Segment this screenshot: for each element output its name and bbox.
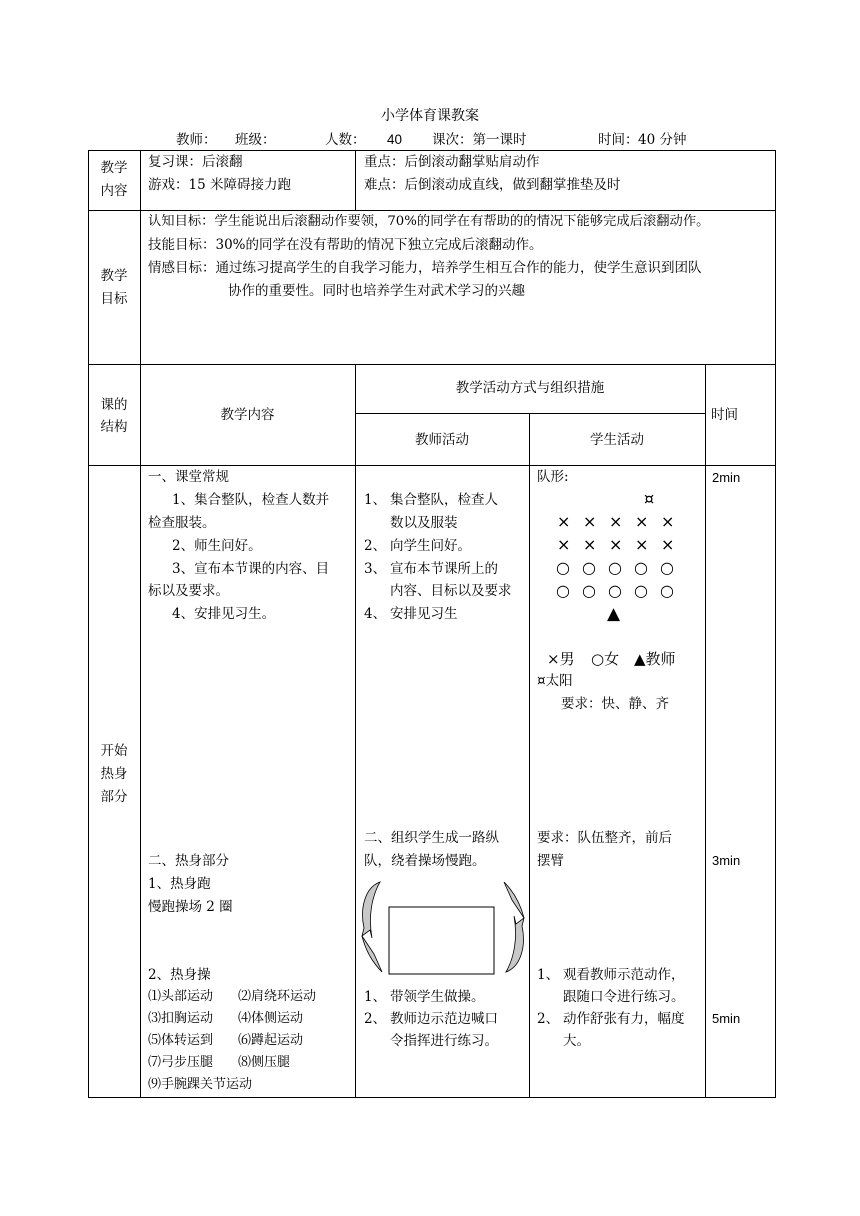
teacher-step-4: 安排见习生 [390,606,458,622]
exercise-item: ⑴头部运动 [148,989,214,1004]
student-activity-header: 学生活动 [590,432,644,448]
teacher-step-number: 2、 [364,538,387,554]
time-value-3: 5min [712,1011,741,1026]
male-icon: × [557,535,571,554]
teacher-step-1-cont: 数以及服装 [390,515,458,531]
exercise-item: ⑵肩绕环运动 [238,989,317,1004]
legend-teacher: ▲教师 [634,650,676,668]
exercise-item: ⑸体转运到 [148,1033,214,1048]
teacher-step-3: 宣布本节课所上的 [390,561,498,577]
rule [529,413,530,1098]
section-label-2: 热身 [100,766,128,782]
teacher-demonstrate-cont: 令指挥进行练习。 [390,1033,498,1049]
exercise-item: ⑻侧压腿 [238,1055,291,1070]
page-title: 小学体育课教案 [381,108,479,124]
review-item: 复习课：后滚翻 [148,154,243,170]
left-curve-arrow-top [362,882,380,938]
teacher-demonstrate: 教师边示范边喊口 [390,1011,498,1027]
male-icon: × [609,535,623,554]
warmup-exercise-title: 2、热身操 [148,967,211,983]
teacher-step-number: 1、 [364,989,387,1005]
male-icon: × [583,512,597,531]
female-icon: ○ [660,558,674,577]
run-requirement: 要求：队伍整齐，前后 [537,830,672,846]
count-value: 40 [387,132,403,147]
female-icon: ○ [608,581,622,600]
female-icon: ○ [582,558,596,577]
teacher-step-2: 向学生问好。 [390,538,471,554]
time-label: 时间： [598,132,639,148]
female-icon: ○ [634,558,648,577]
routine-item-3: 3、宣布本节课的内容、目 [172,561,330,577]
male-icon: × [557,512,571,531]
sun-icon: ¤ [644,489,655,508]
rule [775,150,776,1098]
difficulty: 难点：后倒滚动成直线，做到翻掌推垫及时 [364,177,621,193]
exercise-item: ⑼手腕踝关节运动 [148,1077,253,1092]
content-row-label-2: 内容 [100,183,128,199]
right-curve-arrow-bottom [506,916,524,972]
track-rectangle [389,907,494,974]
game-item: 游戏：15 米障碍接力跑 [148,177,291,193]
formation-label: 队形: [537,469,569,485]
male-icon: × [583,535,597,554]
class-label: 班级： [235,132,276,148]
female-icon: ○ [634,581,648,600]
exercise-item: ⑹蹲起运动 [238,1033,304,1048]
routine-title: 一、课堂常规 [148,469,229,485]
warmup-title: 二、热身部分 [148,853,229,869]
rule [88,1097,775,1098]
teacher-step-3-cont: 内容、目标以及要求 [390,583,512,599]
teacher-step-number: 1、 [364,492,387,508]
male-icon: × [609,512,623,531]
content-header: 教学内容 [220,407,275,423]
rule [140,150,141,1098]
teacher-icon: ▲ [607,604,621,624]
goals-row-label-2: 目标 [100,291,128,307]
female-icon: ○ [556,581,570,600]
run-requirement-cont: 摆臂 [537,853,564,869]
student-step-2-cont: 大。 [563,1033,590,1049]
student-step-number: 2、 [537,1011,560,1027]
routine-item-1-cont: 检查服装。 [148,515,216,531]
legend-male: ×男 [547,650,575,668]
rule [355,364,356,1098]
routine-item-4: 4、安排见习生。 [172,606,276,622]
structure-header-2: 结构 [100,419,128,435]
teacher-step-1: 集合整队，检查人 [390,492,498,508]
key-point: 重点：后倒滚动翻掌贴肩动作 [364,154,540,170]
rule [355,413,705,414]
teacher-organize: 二、组织学生成一路纵 [364,830,499,846]
routine-item-3-cont: 标以及要求。 [148,583,229,599]
affective-goal-line-2: 协作的重要性。同时也培养学生对武术学习的兴趣 [228,283,525,299]
exercise-item: ⑷体侧运动 [238,1011,304,1026]
male-icon: × [661,512,675,531]
student-step-2: 动作舒张有力，幅度 [563,1011,685,1027]
section-label-3: 部分 [100,789,128,805]
female-icon: ○ [556,558,570,577]
routine-item-1: 1、集合整队，检查人数并 [172,492,330,508]
section-label-1: 开始 [100,743,128,759]
legend-sun: ¤太阳 [537,673,573,689]
right-curve-arrow-top [504,882,524,918]
female-icon: ○ [582,581,596,600]
time-value: 40 分钟 [638,132,687,148]
teacher-activity-header: 教师活动 [415,432,469,448]
track-diagram [358,880,528,976]
male-icon: × [635,512,649,531]
formation-requirement: 要求：快、静、齐 [561,696,669,712]
male-icon: × [661,535,675,554]
exercise-item: ⑺弓步压腿 [148,1055,214,1070]
warmup-run-desc: 慢跑操场 2 圈 [148,899,233,915]
teacher-step-number: 2、 [364,1011,387,1027]
time-value-1: 2min [712,470,741,485]
count-label: 人数： [325,132,366,148]
student-step-number: 1、 [537,967,560,983]
rule [705,364,706,1098]
lesson-label: 课次：第一课时 [432,132,527,148]
warmup-run-title: 1、热身跑 [148,876,211,892]
cognitive-goal: 认知目标：学生能说出后滚翻动作要领，70%的同学在有帮助的的情况下能够完成后滚翻动作。 [148,214,710,229]
teacher-label: 教师： [176,132,217,148]
female-icon: ○ [608,558,622,577]
exercise-item: ⑶扣胸运动 [148,1011,214,1026]
activities-header: 教学活动方式与组织措施 [455,380,605,396]
content-row-label-1: 教学 [100,160,128,176]
structure-header-1: 课的 [100,397,128,413]
teacher-lead-exercise: 带领学生做操。 [390,989,485,1005]
rule [355,150,356,211]
teacher-step-number: 3、 [364,561,387,577]
routine-item-2: 2、师生问好。 [172,538,262,554]
teacher-step-number: 4、 [364,606,387,622]
rule [88,364,775,365]
teacher-organize-cont: 队，绕着操场慢跑。 [364,853,486,869]
affective-goal-line-1: 情感目标：通过练习提高学生的自我学习能力，培养学生相互合作的能力，使学生意识到团队 [148,260,702,276]
left-curve-arrow-bottom [362,936,382,972]
student-step-1-cont: 跟随口令进行练习。 [563,989,685,1005]
student-step-1: 观看教师示范动作， [563,967,685,983]
female-icon: ○ [660,581,674,600]
time-value-2: 3min [712,853,741,868]
time-header: 时间 [711,407,738,423]
legend-female: ○女 [591,650,620,668]
skill-goal: 技能目标：30%的同学在没有帮助的情况下独立完成后滚翻动作。 [148,237,543,253]
goals-row-label-1: 教学 [100,268,128,284]
male-icon: × [635,535,649,554]
